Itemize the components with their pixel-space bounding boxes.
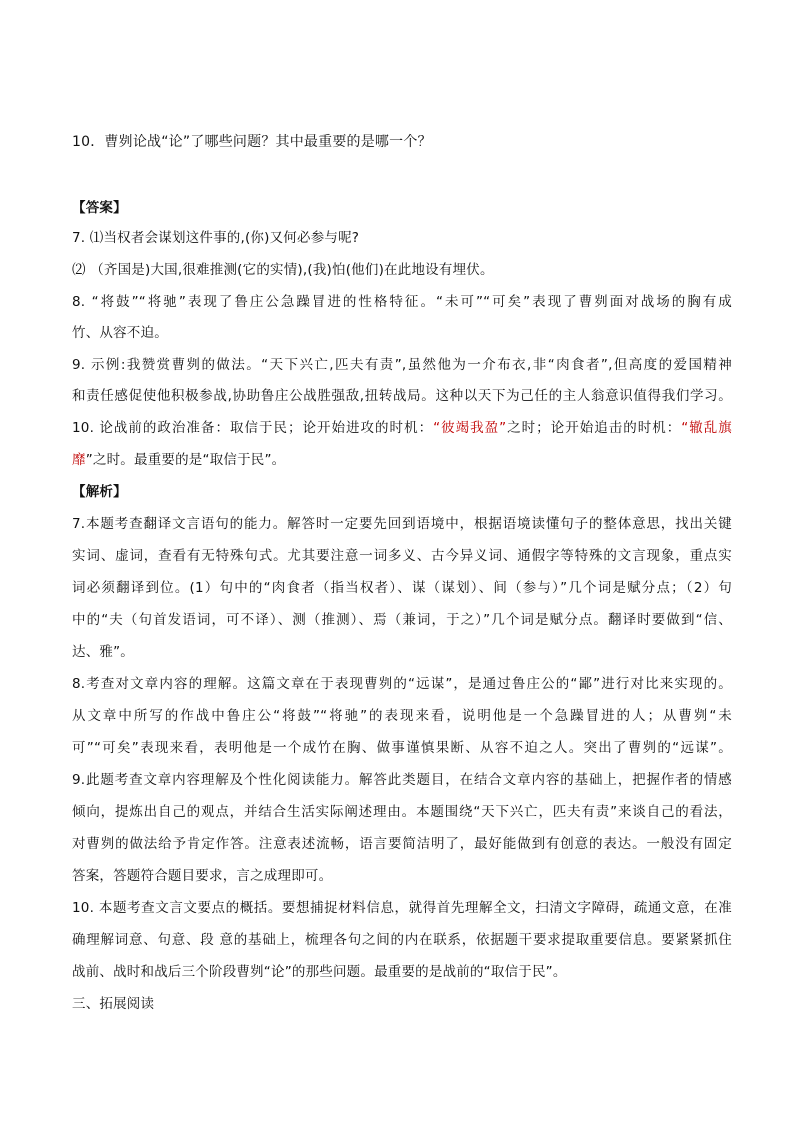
analysis-line: 确理解词意、句意、段 意的基础上，梳理各句之间的内在联系，依据题干要求提取重要信息。要紧紧抓住: [72, 932, 732, 948]
analysis-line: 对曹刿的做法给予肯定作答。注意表述流畅，语言要简洁明了，最好能做到有创意的表达。一般没有固定: [72, 836, 732, 852]
answer-10-text: 10. 论战前的政治准备：取信于民；论开始进攻的时机：: [72, 420, 434, 436]
answer-10-highlight: “辙乱旗: [681, 420, 732, 436]
analysis-line: 8.考查对文章内容的理解。这篇文章在于表现曹刿的“远谋”，是通过鲁庄公的“鄙”进行对比来实现的。: [72, 676, 732, 692]
answer-line: 竹、从容不迫。: [72, 325, 168, 341]
analysis-line: 中的“夫（句首发语词，可不译）、测（推测）、焉（兼词，于之）”几个词是赋分点。翻译时要做到“信、: [72, 612, 732, 628]
analysis-line: 7.本题考查翻译文言语句的能力。解答时一定要先回到语境中，根据语境读懂句子的整体意思，找出关键: [72, 516, 732, 532]
analysis-line: 9.此题考查文章内容理解及个性化阅读能力。解答此类题目，在结合文章内容的基础上，把握作者的情感: [72, 772, 732, 788]
analysis-line: 10. 本题考查文言文要点的概括。要想捕捉材料信息，就得首先理解全文，扫清文字障碍，疏通文意，在准: [72, 900, 732, 916]
answer-line-10-cont: [72, 450, 732, 470]
answer-line: ⑵ （齐国是)大国,很难推测(它的实情),(我)怕(他们)在此地设有埋伏。: [72, 262, 494, 278]
question-10: 10．曹刿论战“论”了哪些问题？其中最重要的是哪一个？: [72, 134, 432, 150]
analysis-line: 从文章中所写的作战中鲁庄公“将鼓”“将驰”的表现来看，说明他是一个急躁冒进的人；从曹刿“未: [72, 708, 732, 724]
analysis-heading: 【解析】: [72, 484, 127, 500]
section-heading: 三、拓展阅读: [72, 996, 155, 1012]
answer-line: 8. “将鼓”“将驰”表现了鲁庄公急躁冒进的性格特征。“未可”“可矣”表现了曹刿面对战场的胸有成: [72, 294, 732, 310]
answer-10-highlight: “彼竭我盈”: [433, 420, 507, 436]
analysis-line: 实词、虚词，查看有无特殊句式。尤其要注意一词多义、古今异义词、通假字等特殊的文言现象，重点实: [72, 548, 732, 564]
analysis-line: 可”“可矣”表现来看，表明他是一个成竹在胸、做事谨慎果断、从容不迫之人。突出了曹刿的“远谋”。: [72, 740, 732, 756]
answer-line: 9. 示例:我赞赏曹刿的做法。“天下兴亡,匹夫有责”,虽然他为一介布衣,非“肉食者”,但高度的爱国精神: [72, 357, 732, 373]
analysis-line: 达、雅”。: [72, 644, 134, 660]
answer-10-text: ”之时。最重要的是“取信于民”。: [85, 452, 286, 468]
answer-line: 和责任感促使他积极参战,协助鲁庄公战胜强敌,扭转战局。这种以天下为己任的主人翁意识值得我们学习。: [72, 388, 732, 404]
analysis-line: 倾向，提炼出自己的观点，并结合生活实际阐述理由。本题围绕“天下兴亡，匹夫有责”来谈自己的看法，: [72, 804, 732, 820]
analysis-line: 战前、战时和战后三个阶段曹刿“论”的那些问题。最重要的是战前的“取信于民”。: [72, 964, 567, 980]
answer-10-text: 之时；论开始追击的时机：: [506, 420, 682, 436]
answer-line: 7. ⑴当权者会谋划这件事的,(你)又何必参与呢?: [72, 230, 360, 246]
answer-10-highlight: 靡: [72, 452, 86, 468]
analysis-line: 词必须翻译到位。(1）句中的“肉食者（指当权者）、谋（谋划）、间（参与）”几个词是赋分点；（2）句: [72, 580, 732, 596]
answer-heading: 【答案】: [72, 200, 127, 216]
analysis-line: 答案，答题符合题目要求，言之成理即可。: [72, 868, 333, 884]
answer-line-10: [72, 418, 732, 438]
